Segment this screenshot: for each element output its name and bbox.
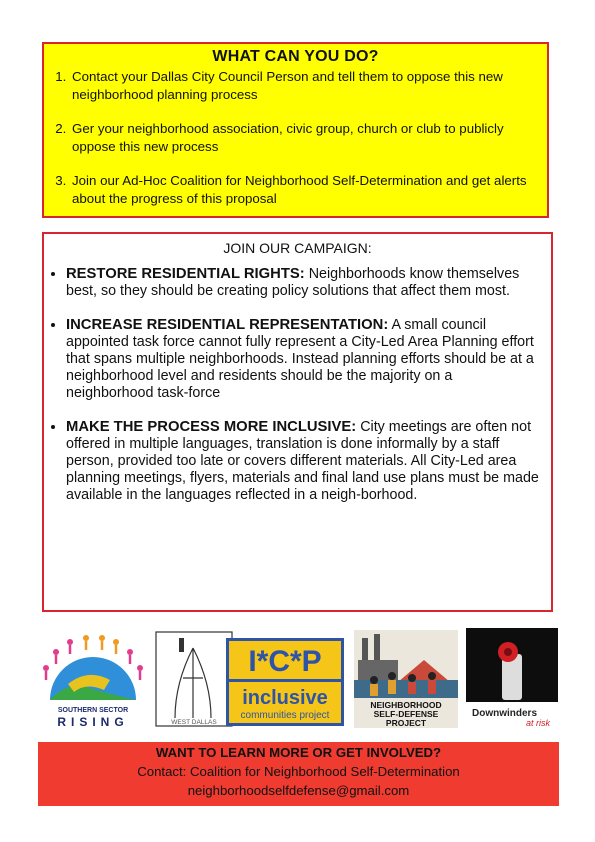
partner-logos	[38, 628, 558, 732]
campaign-item-heading: INCREASE RESIDENTIAL REPRESENTATION:	[66, 317, 389, 333]
campaign-item	[66, 266, 551, 300]
campaign-list	[44, 266, 551, 504]
action-list	[44, 68, 547, 208]
icp-inclusive: inclusive	[242, 687, 328, 709]
icp-communities: communities project	[240, 710, 330, 721]
campaign-item-text: A small council appointed task force cannot fully represent a City-Led Area Planning effort that spans multiple neighborhoods. Instead planning efforts should be at a neighborhood level and residents should be the majority on a neighborhood task-force	[66, 317, 534, 401]
campaign-item-text: City meetings are often not offered in multiple languages, translation is done informally by a staff person, provided too late or covers different materials. All City-Led area planning meetings, flyers, materials and final land use plans must be made available in the languages reflected in a neigh-borhood.	[66, 419, 539, 503]
icp-logo	[226, 638, 344, 726]
rising-text: RISING	[57, 715, 129, 729]
downwinders-logo	[466, 628, 558, 732]
at-risk-text: at risk	[526, 718, 551, 728]
campaign-item-heading: RESTORE RESIDENTIAL RIGHTS:	[66, 266, 305, 282]
footer-contact: Contact: Coalition for Neighborhood Self-Determination	[137, 764, 460, 779]
action-item: 3. Join our Ad-Hoc Coalition for Neighborhood Self-Determination and get alerts about the progress of this proposal	[70, 172, 547, 208]
icp-letters: I*C*P	[248, 645, 322, 678]
neighborhood-self-defense-logo	[354, 630, 458, 728]
downwinders-text: Downwinders	[472, 708, 538, 719]
southern-sector-rising-logo	[38, 628, 148, 732]
what-can-you-do-title: WHAT CAN YOU DO?	[212, 48, 379, 65]
campaign-box	[42, 232, 553, 612]
campaign-title: JOIN OUR CAMPAIGN:	[223, 240, 372, 256]
campaign-item-heading: MAKE THE PROCESS MORE INCLUSIVE:	[66, 419, 357, 435]
ndp-line2: SELF-DEFENSE	[373, 709, 439, 719]
what-can-you-do-box	[42, 42, 549, 218]
footer-email: neighborhoodselfdefense@gmail.com	[187, 783, 410, 798]
action-item: 2. Ger your neighborhood association, civic group, church or club to publicly oppose this new process	[70, 120, 547, 156]
west-dallas-text: WEST DALLAS	[171, 719, 217, 726]
ndp-line1: NEIGHBORHOOD	[370, 700, 442, 710]
contact-footer	[38, 742, 559, 806]
footer-title: WANT TO LEARN MORE OR GET INVOLVED?	[155, 745, 442, 760]
ndp-line3: PROJECT	[385, 718, 427, 728]
campaign-item	[66, 317, 551, 402]
southern-sector-text: SOUTHERN SECTOR	[57, 707, 129, 714]
campaign-item-text: Neighborhoods know themselves best, so they should be creating policy solutions that affect them most.	[66, 266, 520, 299]
campaign-item	[66, 419, 551, 504]
action-item: 1. Contact your Dallas City Council Person and tell them to oppose this new neighborhood planning process	[70, 68, 547, 104]
